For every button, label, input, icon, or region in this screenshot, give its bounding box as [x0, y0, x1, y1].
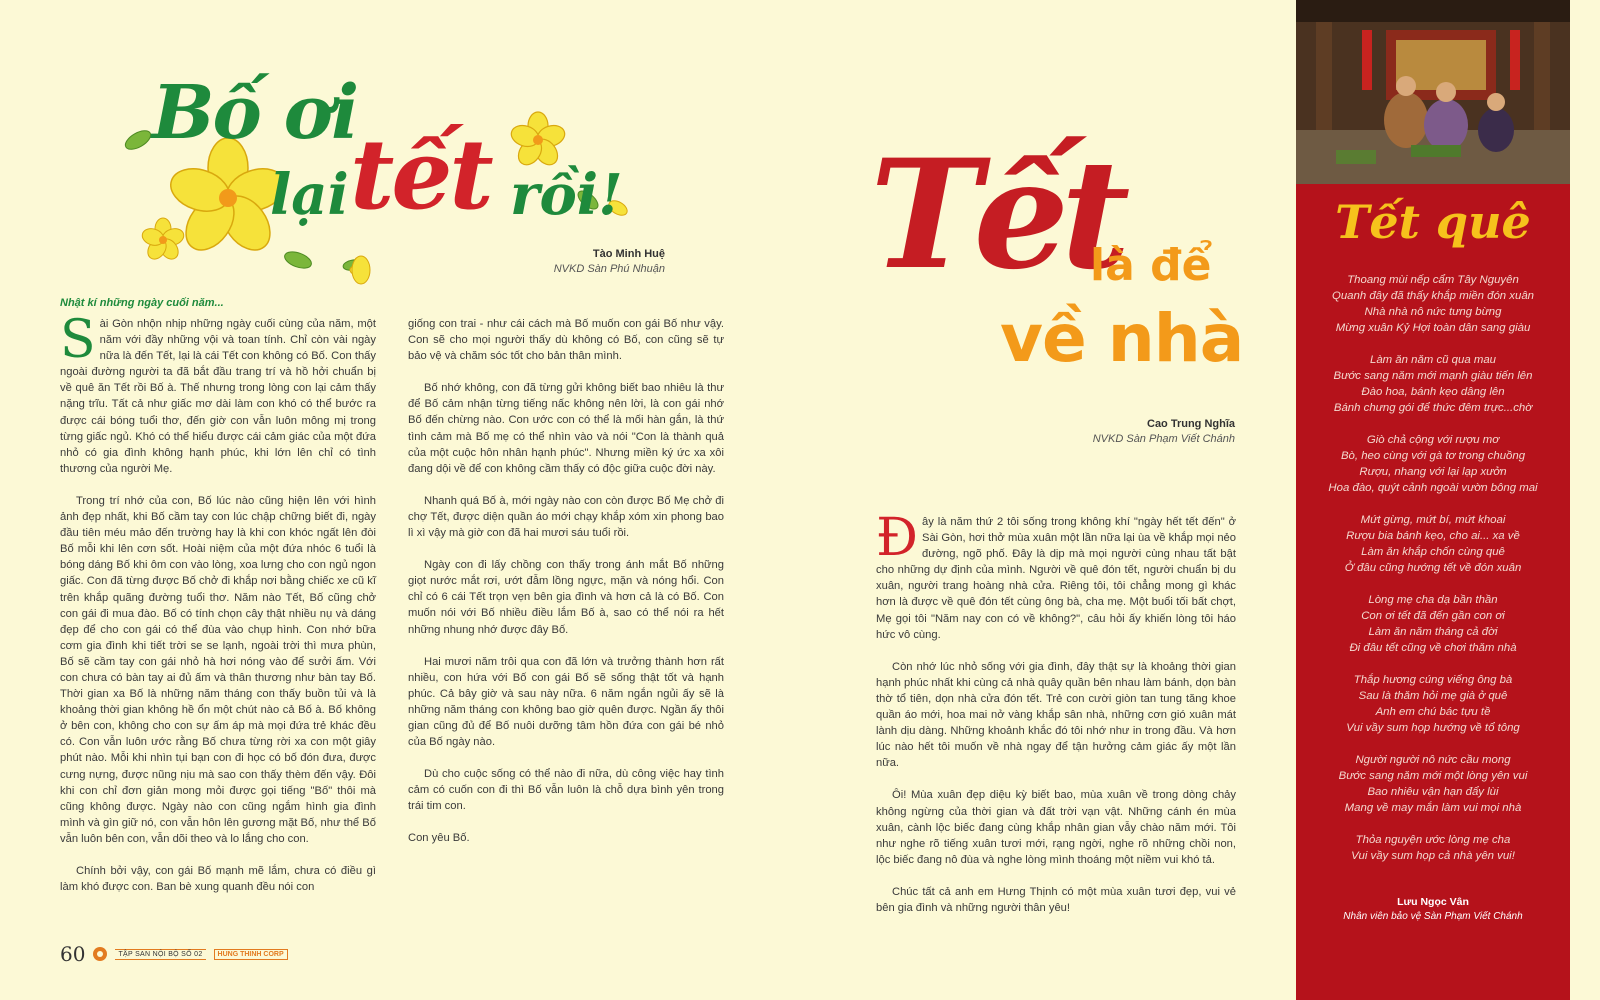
page-number: 60 — [60, 942, 86, 966]
left-article-title — [140, 70, 660, 260]
poem-sidebar — [1296, 0, 1570, 1000]
page-footer — [60, 942, 288, 966]
poem-line: Thắp hương cúng viếng ông bà — [1353, 674, 1513, 686]
paragraph: giống con trai - như cái cách mà Bố muốn con gái Bố như vậy. Con sẽ cho mọi người thấy dù không có Bố, con cũng sẽ tự bảo vệ và chăm sóc tốt cho bản thân mình. — [408, 318, 724, 363]
poem-line: Bước sang năm mới mạnh giàu tiến lên — [1333, 370, 1533, 382]
left-article-byline — [460, 248, 665, 275]
paragraph: Nhanh quá Bố à, mới ngày nào con còn được Bố Mẹ chở đi chợ Tết, được diện quần áo mới chạy khắp xóm xin phong bao lì xì vậy mà giờ con đã hai mươi sáu tuổi rồi. — [408, 494, 724, 540]
tet-family-photo — [1296, 0, 1570, 184]
paragraph: Chúc tất cả anh em Hưng Thịnh có một mùa xuân tươi đẹp, vui vẻ bên gia đình và những người thân yêu! — [876, 885, 1236, 914]
poem-line: Hoa đào, quýt cảnh ngoài vườn bông mai — [1328, 482, 1538, 494]
poem-line: Vui vầy sum họp cả nhà yên vui! — [1351, 850, 1515, 862]
poem-line: Làm ăn khắp chốn cùng quê — [1361, 546, 1505, 558]
poem-line: Làm ăn năm cũ qua mau — [1369, 354, 1496, 366]
poem-line: Vui vầy sum họp hướng về tổ tông — [1346, 722, 1520, 734]
poem-line: Lòng mẹ cha dạ bần thần — [1368, 594, 1498, 606]
dropcap: S — [60, 310, 96, 370]
paragraph: Trong trí nhớ của con, Bố lúc nào cũng hiện lên với hình ảnh đẹp nhất, khi Bố cầm tay con lúc chập chững biết đi, ngày đầu tiên méu mảo đến trường hay là khi con khóc ngất lên đòi Bố mỗi khi lên cơn sốt. Hoài niệm của một đứa nhóc 6 tuổi là bóng dáng Bố khi ôm con vào lòng, xoa lưng cho con ngủ ngon giấc. Con đã từng được Bố chở đi khắp nơi bằng chiếc xe cũ kĩ trên khắp quãng đường tuổi thơ. Năm nào Tết, Bố cũng chở con gái đi mua đào. Bố có tính chọn cây thật nhiều nụ và dáng đẹp để cho con gái có thể đùa vào chụp hình. Con nhớ bữa cơm gia đình khi tiết trời se se lạnh, ngoài trời thì mưa phùn, Bố sẽ cầm tay con gái nhỏ hà hơi nóng vào để sưởi ấm. Với con chưa có bàn tay ai đủ ấm và thân thương như bàn tay Bố. Thời gian xa Bố là những năm tháng con thấy buồn tủi và là khoảng thời gian không hề ổn một chút nào cả Bố à. Bố không ở bên con, không cho con sự ấm áp mà mọi đứa trẻ khác đều có. Con vẫn luôn ước rằng Bố chưa từng rời xa con một giây phút nào. Mỗi khi nhìn tụi bạn con đi học có bố đón đưa, được cưng nựng, được nũng nịu mà sao con thấy thèm đến vậy. Đôi khi con chỉ đơn giản mong mỏi được gọi tiếng "Bố" thôi mà cũng không được. Ngày nào con cũng ngắm hình gia đình mình và gìn giữ nó, con vẫn hôn lên gương mặt Bố, như thể Bố vẫn luôn bên con, vẫn dõi theo và lo lắng cho con. — [60, 494, 376, 845]
poet-role: Nhân viên bảo vệ Sàn Phạm Viết Chánh — [1343, 911, 1523, 922]
poem-line: Quanh đây đã thấy khắp miền đón xuân — [1331, 290, 1534, 302]
poem-line: Mừng xuân Kỷ Hợi toàn dân sang giàu — [1335, 322, 1531, 334]
left-article-column-2 — [408, 316, 724, 863]
poem-line: Bò, heo cùng với gà tơ trong chuồng — [1340, 450, 1526, 462]
poem-line: Thoang mùi nếp cẩm Tây Nguyên — [1347, 274, 1519, 286]
title-word-lai: lại — [270, 162, 349, 228]
paragraph — [876, 508, 1236, 643]
poem-body — [1306, 272, 1560, 880]
poem-line: Làm ăn năm tháng cả đời — [1368, 626, 1498, 638]
poem-line: Giò chả cộng với rượu mơ — [1366, 434, 1500, 446]
company-name: HUNG THINH CORP — [214, 949, 288, 960]
poem-author — [1296, 896, 1570, 922]
poem-line: Người người nô nức cầu mong — [1355, 754, 1511, 766]
paragraph: Hai mươi năm trôi qua con đã lớn và trưởng thành hơn rất nhiều, con hứa với Bố con gái Bố sẽ sống thật tốt và hạnh phúc. Cả bây giờ và sau này nữa. 6 năm ngắn ngủi ấy sẽ là những năm tháng con không bao giờ quên được. Ngần ấy thôi gian cũng đủ để Bố nuôi dưỡng tâm hồn đứa con gái bé nhỏ của Bố ngày nào. — [408, 655, 724, 749]
title-word-bo-oi: Bố ơi — [152, 70, 358, 156]
paragraph-text: ây là năm thứ 2 tôi sống trong không khí "ngày hết tết đến" ở Sài Gòn, hơi thở mùa xuân một lần nữa lại ùa về khắp mọi nẻo đường, ngõ phố. Đây là dịp mà mọi người cùng nhau tất bật cho những dự định của mình. Người về quê đón tết, người chuẩn bị du xuân, người trang hoàng nhà cửa. Riêng tôi, tôi chẳng mong gì khác hơn là được về quê đón tết cùng ông bà, cha mẹ. Một buổi tối bất chợt, Mẹ gọi tôi "Năm nay con có về không?", câu hỏi ấy khiến lòng tôi háo hức vô cùng. — [876, 516, 1236, 641]
poem-line: Con ơi tết đã đến gần con ơi — [1361, 610, 1505, 622]
title-word-roi: rồi! — [510, 162, 623, 228]
poem-stanza — [1306, 832, 1560, 864]
title-word-tet: tết — [350, 118, 491, 231]
poet-name: Lưu Ngọc Vân — [1397, 896, 1469, 908]
paragraph-text: ài Gòn nhộn nhịp những ngày cuối cùng của năm, một năm với đầy những vội và toan tính. Chỉ còn vài ngày nữa là đến Tết, lại là cái Tết con không có Bố. Con thấy ngoài đường người ta đã bắt đầu trang trí và hồ hởi chuẩn bị về quê ăn Tết rồi Bố à. Thế nhưng trong lòng con lại cảm thấy nặng trĩu. Tất cả như giấc mơ dài làm con khó có thể bước ra được cái bóng tuổi thơ, đến giờ con vẫn luôn mông mị trong từng giấc ngủ. Khó có thể hiểu được cái cảm giác của một đứa nhỏ có gia đình không hạnh phúc, khi lớn lên chỉ có tình thương của người Mẹ. — [60, 318, 376, 475]
poem-line: Mang về may mắn làm vui mọi nhà — [1344, 802, 1522, 814]
poem-stanza — [1306, 272, 1560, 336]
poem-line: Nhà nhà nô nức tưng bừng — [1364, 306, 1502, 318]
poem-stanza — [1306, 592, 1560, 656]
poem-line: Anh em chú bác tựu tề — [1375, 706, 1491, 718]
falling-petal-icon — [348, 252, 374, 288]
paragraph: Còn nhớ lúc nhỏ sống với gia đình, đây thật sự là khoảng thời gian hạnh phúc nhất khi cùng cả nhà quây quần bên nhau làm bánh, dọn bàn thờ tổ tiên, dọn nhà cửa đón tết. Trẻ con cười giòn tan tung tăng khoe quần áo mới, hoa mai nở vàng khắp sân nhà, những cơn gió xuân mát lành dịu dàng. Những khoảnh khắc đó tôi nhớ như in trong đầu. Và hơn lúc nào hết tôi muốn về nhà ngay để tận hưởng cảm giác ấy một lần nữa. — [876, 660, 1236, 770]
title-word-la-de: là để — [1090, 240, 1212, 291]
left-article-column-1 — [60, 310, 376, 911]
poem-line: Ở đâu cũng hướng tết về đón xuân — [1344, 562, 1522, 574]
paragraph: Bố nhớ không, con đã từng gửi không biết bao nhiêu là thư để Bố cảm nhận từng tiếng nấc không nên lời, là con gái nhớ Bố đến chừng nào. Con ước con có thể là mối hàn gắn, là thứ tình cảm mà Bố mẹ có thể nhìn vào và nói "Con là thành quả của một cuộc hôn nhân hạnh phúc". Nhưng miền ký ức xa xôi đang dội về để con không cầm thấy có độc giữa cuộc đời này. — [408, 382, 724, 475]
poem-title: Tết quê — [1335, 195, 1531, 249]
poem-line: Rượu bia bánh kẹo, cho ai... xa về — [1346, 530, 1520, 542]
mid-article-byline — [1030, 418, 1235, 445]
dropcap: Đ — [876, 508, 918, 568]
paragraph: Dù cho cuộc sống có thể nào đi nữa, dù công việc hay tình cảm có cuốn con đi thì Bố vẫn luôn là chỗ dựa bình yên trong trái tim con. — [408, 768, 724, 813]
poem-line: Bánh chưng gói để thức đêm trực...chờ — [1333, 402, 1533, 414]
paragraph: Ôi! Mùa xuân đẹp diệu kỳ biết bao, mùa xuân về trong dòng chảy không ngừng của thời gian và đất trời vạn vật. Những cánh én mùa xuân, cành lộc biếc đang cùng khắp nhân gian vẫy chào năm mới. Tôi như nghe rõ tiếng xuân tươi mới, rạng ngời, nghe rõ những chồi non, lộc biếc đang nô đùa và nghe lòng mình thoáng một niềm vui khó tả. — [876, 789, 1236, 866]
article-kicker: Nhật kí những ngày cuối năm... — [60, 297, 224, 309]
poem-line: Bao nhiêu vận hạn đẩy lùi — [1367, 786, 1499, 798]
poem-stanza — [1306, 672, 1560, 736]
mid-article-title — [870, 127, 1250, 400]
author-name: Tào Minh Huệ — [592, 248, 665, 260]
poem-stanza — [1306, 512, 1560, 576]
paragraph: Chính bởi vậy, con gái Bố mạnh mẽ lắm, chưa có điều gì làm khó được con. Ban bè xung quanh đều nói con — [60, 865, 376, 894]
paragraph — [60, 310, 376, 477]
title-word-ve-nha: về nhà — [1000, 300, 1244, 377]
poem-line: Bước sang năm mới một lòng yên vui — [1338, 770, 1528, 782]
poem-line: Đào hoa, bánh kẹo dâng lên — [1361, 386, 1505, 398]
title-word-tet-calligraphy: Tết — [870, 127, 1123, 303]
mid-article-column — [876, 508, 1236, 932]
author-name: Cao Trung Nghĩa — [1147, 418, 1235, 430]
poem-line: Rượu, nhang với lại lạp xưởn — [1359, 466, 1507, 478]
poem-line: Thỏa nguyện ước lòng mẹ cha — [1355, 834, 1511, 846]
poem-stanza — [1306, 752, 1560, 816]
poem-line: Đi đâu tết cũng về chơi thăm nhà — [1349, 642, 1517, 654]
magazine-issue: TẬP SAN NỘI BỘ SỐ 02 — [115, 949, 205, 960]
poem-line: Sau là thăm hỏi mẹ già ở quê — [1358, 690, 1508, 702]
paragraph: Ngày con đi lấy chồng con thấy trong ánh mắt Bố những giọt nước mắt rơi, ướt đẫm lồng ngực, mặn và nóng hổi. Con chỉ có 6 cái Tết trọn vẹn bên gia đình và hơn cả là có Bố. Con muốn nói với Bố nhiều điều lắm Bố à, sao có thể nói ra hết những nhung nhớ được đây Bố. — [408, 559, 724, 636]
company-logo-icon — [93, 947, 107, 961]
paragraph: Con yêu Bố. — [408, 832, 470, 845]
poem-stanza — [1306, 352, 1560, 416]
poem-stanza — [1306, 432, 1560, 496]
poem-line: Mứt gừng, mứt bí, mứt khoai — [1360, 514, 1506, 526]
author-role: NVKD Sàn Phạm Viết Chánh — [1092, 433, 1235, 445]
author-role: NVKD Sàn Phú Nhuận — [553, 263, 665, 275]
